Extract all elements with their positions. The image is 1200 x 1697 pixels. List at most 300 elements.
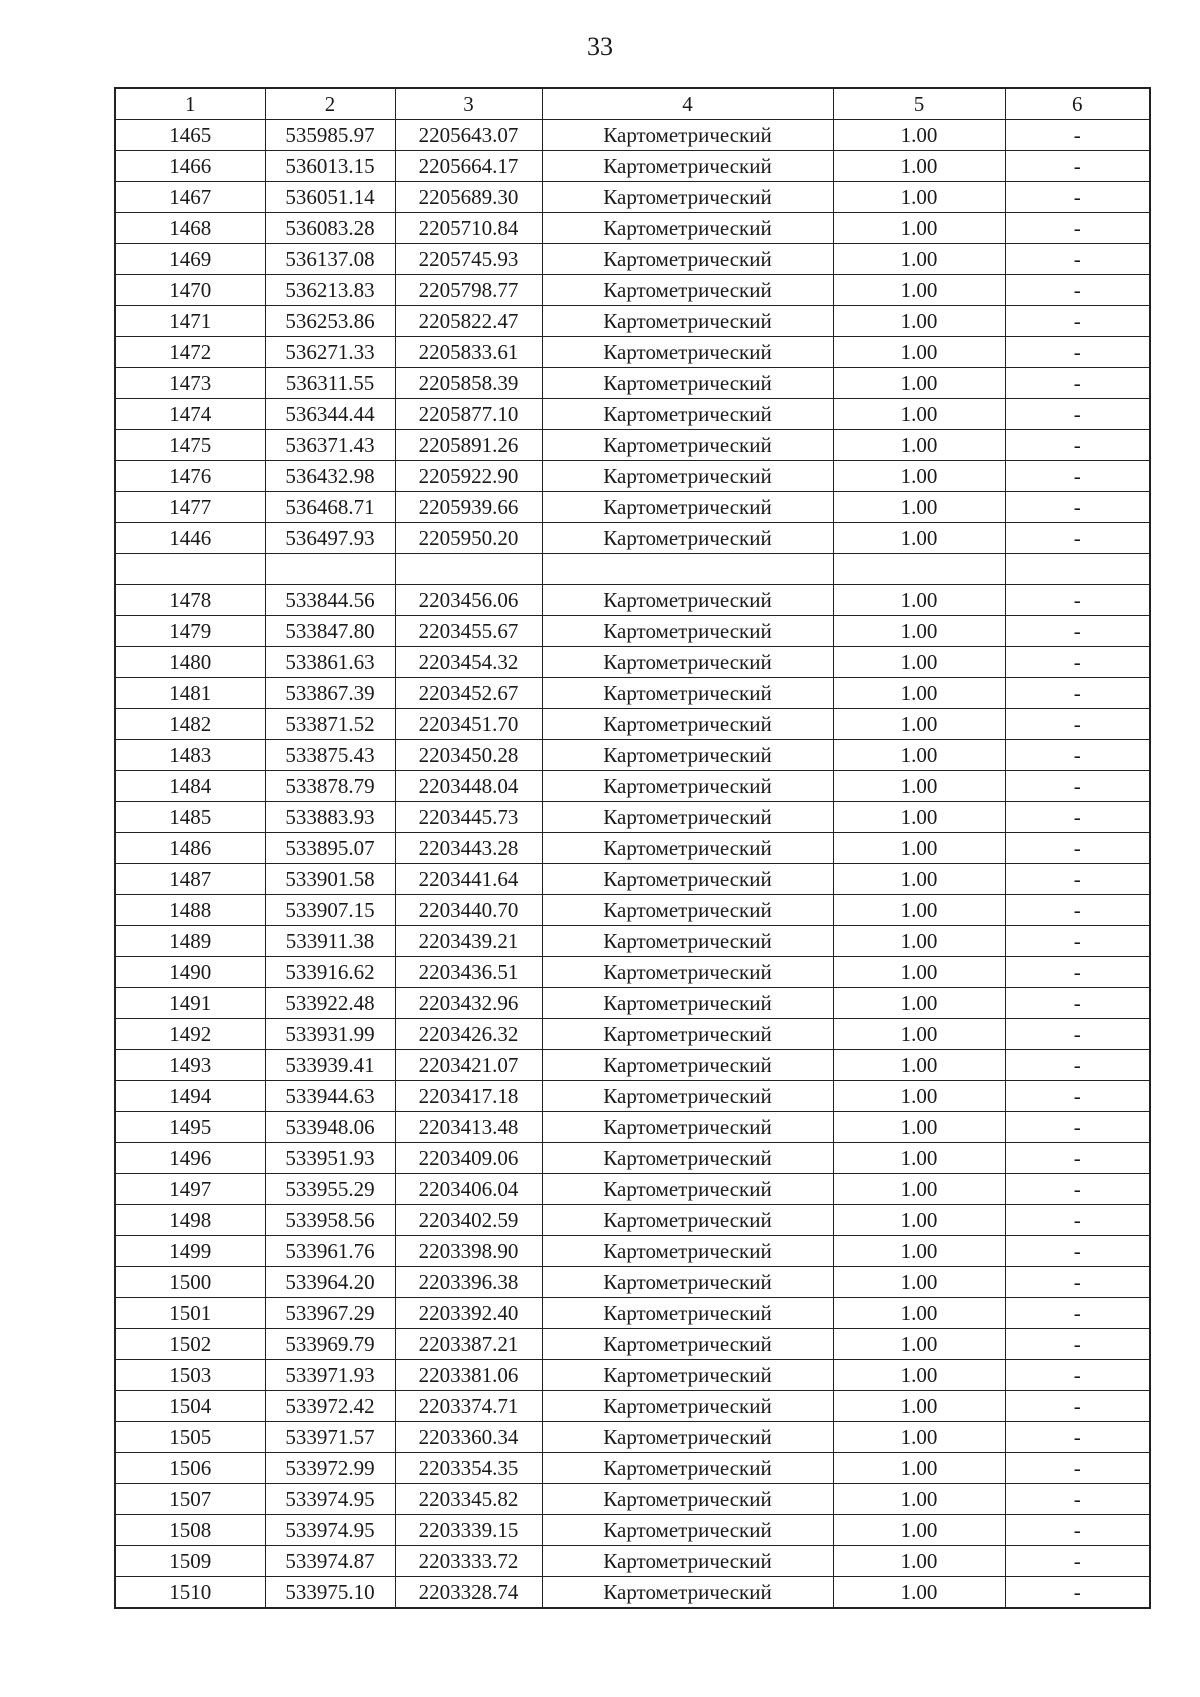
table-row <box>115 864 1150 895</box>
table-row <box>115 1298 1150 1329</box>
point-number-cell: 1484 <box>115 771 265 802</box>
point-number-cell: 1468 <box>115 213 265 244</box>
x-coordinate-cell: 536344.44 <box>265 399 395 430</box>
x-coordinate-cell: 533907.15 <box>265 895 395 926</box>
y-coordinate-cell: 2205950.20 <box>395 523 542 554</box>
description-cell: - <box>1005 1298 1150 1329</box>
accuracy-cell: 1.00 <box>833 1267 1005 1298</box>
y-coordinate-cell: 2203440.70 <box>395 895 542 926</box>
description-cell: - <box>1005 213 1150 244</box>
method-cell: Картометрический <box>542 399 833 430</box>
method-cell: Картометрический <box>542 430 833 461</box>
point-number-cell: 1488 <box>115 895 265 926</box>
method-cell: Картометрический <box>542 1484 833 1515</box>
accuracy-cell: 1.00 <box>833 1577 1005 1609</box>
accuracy-cell: 1.00 <box>833 1298 1005 1329</box>
y-coordinate-cell: 2205858.39 <box>395 368 542 399</box>
point-number-cell: 1469 <box>115 244 265 275</box>
accuracy-cell: 1.00 <box>833 151 1005 182</box>
accuracy-cell: 1.00 <box>833 492 1005 523</box>
method-cell: Картометрический <box>542 957 833 988</box>
y-coordinate-cell: 2203441.64 <box>395 864 542 895</box>
table-row <box>115 120 1150 151</box>
description-cell: - <box>1005 1267 1150 1298</box>
table-row <box>115 709 1150 740</box>
method-cell: Картометрический <box>542 926 833 957</box>
table-row <box>115 399 1150 430</box>
x-coordinate-cell: 533964.20 <box>265 1267 395 1298</box>
x-coordinate-cell: 533971.57 <box>265 1422 395 1453</box>
method-cell: Картометрический <box>542 368 833 399</box>
y-coordinate-cell: 2203451.70 <box>395 709 542 740</box>
description-cell: - <box>1005 1422 1150 1453</box>
header-cell-5: 5 <box>833 88 1005 120</box>
accuracy-cell: 1.00 <box>833 833 1005 864</box>
point-number-cell: 1467 <box>115 182 265 213</box>
accuracy-cell: 1.00 <box>833 1143 1005 1174</box>
x-coordinate-cell: 536013.15 <box>265 151 395 182</box>
y-coordinate-cell: 2203421.07 <box>395 1050 542 1081</box>
point-number-cell: 1475 <box>115 430 265 461</box>
table-row <box>115 492 1150 523</box>
point-number-cell: 1500 <box>115 1267 265 1298</box>
accuracy-cell: 1.00 <box>833 337 1005 368</box>
x-coordinate-cell: 536253.86 <box>265 306 395 337</box>
point-number-cell: 1510 <box>115 1577 265 1609</box>
method-cell: Картометрический <box>542 151 833 182</box>
point-number-cell: 1509 <box>115 1546 265 1577</box>
accuracy-cell: 1.00 <box>833 1360 1005 1391</box>
method-cell: Картометрический <box>542 1298 833 1329</box>
x-coordinate-cell: 536468.71 <box>265 492 395 523</box>
table-row <box>115 430 1150 461</box>
description-cell: - <box>1005 585 1150 616</box>
table-row <box>115 275 1150 306</box>
table-row <box>115 1267 1150 1298</box>
y-coordinate-cell: 2205643.07 <box>395 120 542 151</box>
point-number-cell: 1490 <box>115 957 265 988</box>
method-cell: Картометрический <box>542 1143 833 1174</box>
y-coordinate-cell: 2203439.21 <box>395 926 542 957</box>
x-coordinate-cell: 536083.28 <box>265 213 395 244</box>
description-cell: - <box>1005 926 1150 957</box>
description-cell: - <box>1005 895 1150 926</box>
accuracy-cell: 1.00 <box>833 647 1005 678</box>
point-number-cell: 1501 <box>115 1298 265 1329</box>
point-number-cell: 1507 <box>115 1484 265 1515</box>
point-number-cell: 1446 <box>115 523 265 554</box>
x-coordinate-cell: 536497.93 <box>265 523 395 554</box>
point-number-cell: 1489 <box>115 926 265 957</box>
point-number-cell <box>115 554 265 585</box>
description-cell: - <box>1005 120 1150 151</box>
accuracy-cell <box>833 554 1005 585</box>
table-row <box>115 213 1150 244</box>
y-coordinate-cell: 2205710.84 <box>395 213 542 244</box>
description-cell: - <box>1005 1577 1150 1609</box>
x-coordinate-cell: 533847.80 <box>265 616 395 647</box>
description-cell: - <box>1005 368 1150 399</box>
y-coordinate-cell: 2203406.04 <box>395 1174 542 1205</box>
method-cell: Картометрический <box>542 213 833 244</box>
point-number-cell: 1487 <box>115 864 265 895</box>
point-number-cell: 1479 <box>115 616 265 647</box>
y-coordinate-cell: 2203417.18 <box>395 1081 542 1112</box>
x-coordinate-cell: 536311.55 <box>265 368 395 399</box>
y-coordinate-cell: 2205939.66 <box>395 492 542 523</box>
description-cell: - <box>1005 678 1150 709</box>
point-number-cell: 1478 <box>115 585 265 616</box>
accuracy-cell: 1.00 <box>833 1236 1005 1267</box>
accuracy-cell: 1.00 <box>833 895 1005 926</box>
description-cell: - <box>1005 1081 1150 1112</box>
method-cell: Картометрический <box>542 306 833 337</box>
y-coordinate-cell: 2205664.17 <box>395 151 542 182</box>
point-number-cell: 1491 <box>115 988 265 1019</box>
method-cell <box>542 554 833 585</box>
point-number-cell: 1495 <box>115 1112 265 1143</box>
accuracy-cell: 1.00 <box>833 926 1005 957</box>
header-cell-2: 2 <box>265 88 395 120</box>
x-coordinate-cell: 533895.07 <box>265 833 395 864</box>
accuracy-cell: 1.00 <box>833 399 1005 430</box>
method-cell: Картометрический <box>542 895 833 926</box>
table-header <box>115 88 1150 120</box>
header-cell-6: 6 <box>1005 88 1150 120</box>
table-row <box>115 1422 1150 1453</box>
table-row <box>115 585 1150 616</box>
method-cell: Картометрический <box>542 523 833 554</box>
method-cell: Картометрический <box>542 120 833 151</box>
accuracy-cell: 1.00 <box>833 213 1005 244</box>
method-cell: Картометрический <box>542 1205 833 1236</box>
table-row <box>115 895 1150 926</box>
table-row <box>115 647 1150 678</box>
point-number-cell: 1503 <box>115 1360 265 1391</box>
y-coordinate-cell: 2203413.48 <box>395 1112 542 1143</box>
point-number-cell: 1505 <box>115 1422 265 1453</box>
table-row <box>115 1112 1150 1143</box>
table-row <box>115 337 1150 368</box>
method-cell: Картометрический <box>542 678 833 709</box>
method-cell: Картометрический <box>542 244 833 275</box>
x-coordinate-cell: 533871.52 <box>265 709 395 740</box>
description-cell: - <box>1005 461 1150 492</box>
y-coordinate-cell: 2203392.40 <box>395 1298 542 1329</box>
table-row <box>115 151 1150 182</box>
method-cell: Картометрический <box>542 1081 833 1112</box>
accuracy-cell: 1.00 <box>833 1112 1005 1143</box>
point-number-cell: 1496 <box>115 1143 265 1174</box>
header-cell-1: 1 <box>115 88 265 120</box>
description-cell: - <box>1005 1546 1150 1577</box>
method-cell: Картометрический <box>542 1391 833 1422</box>
x-coordinate-cell: 533867.39 <box>265 678 395 709</box>
y-coordinate-cell: 2203381.06 <box>395 1360 542 1391</box>
description-cell: - <box>1005 1174 1150 1205</box>
table-body <box>115 120 1150 1609</box>
point-number-cell: 1483 <box>115 740 265 771</box>
y-coordinate-cell: 2203398.90 <box>395 1236 542 1267</box>
y-coordinate-cell: 2203387.21 <box>395 1329 542 1360</box>
description-cell: - <box>1005 151 1150 182</box>
x-coordinate-cell: 533878.79 <box>265 771 395 802</box>
point-number-cell: 1465 <box>115 120 265 151</box>
description-cell: - <box>1005 833 1150 864</box>
x-coordinate-cell: 533974.95 <box>265 1515 395 1546</box>
description-cell: - <box>1005 1360 1150 1391</box>
y-coordinate-cell: 2203328.74 <box>395 1577 542 1609</box>
y-coordinate-cell: 2205689.30 <box>395 182 542 213</box>
point-number-cell: 1502 <box>115 1329 265 1360</box>
x-coordinate-cell: 533944.63 <box>265 1081 395 1112</box>
description-cell: - <box>1005 337 1150 368</box>
y-coordinate-cell: 2203452.67 <box>395 678 542 709</box>
x-coordinate-cell: 533958.56 <box>265 1205 395 1236</box>
y-coordinate-cell: 2203443.28 <box>395 833 542 864</box>
description-cell: - <box>1005 492 1150 523</box>
point-number-cell: 1485 <box>115 802 265 833</box>
description-cell: - <box>1005 430 1150 461</box>
description-cell: - <box>1005 244 1150 275</box>
accuracy-cell: 1.00 <box>833 957 1005 988</box>
point-number-cell: 1504 <box>115 1391 265 1422</box>
y-coordinate-cell: 2203339.15 <box>395 1515 542 1546</box>
table-row <box>115 1546 1150 1577</box>
method-cell: Картометрический <box>542 1515 833 1546</box>
accuracy-cell: 1.00 <box>833 864 1005 895</box>
method-cell: Картометрический <box>542 740 833 771</box>
table-row <box>115 1174 1150 1205</box>
description-cell: - <box>1005 864 1150 895</box>
y-coordinate-cell: 2203409.06 <box>395 1143 542 1174</box>
point-number-cell: 1472 <box>115 337 265 368</box>
table-row <box>115 1577 1150 1609</box>
description-cell: - <box>1005 771 1150 802</box>
x-coordinate-cell: 533948.06 <box>265 1112 395 1143</box>
method-cell: Картометрический <box>542 1019 833 1050</box>
x-coordinate-cell: 533972.99 <box>265 1453 395 1484</box>
table-row <box>115 1019 1150 1050</box>
method-cell: Картометрический <box>542 1577 833 1609</box>
method-cell: Картометрический <box>542 585 833 616</box>
x-coordinate-cell: 533939.41 <box>265 1050 395 1081</box>
method-cell: Картометрический <box>542 492 833 523</box>
description-cell: - <box>1005 1453 1150 1484</box>
accuracy-cell: 1.00 <box>833 1050 1005 1081</box>
point-number-cell: 1508 <box>115 1515 265 1546</box>
method-cell: Картометрический <box>542 1329 833 1360</box>
y-coordinate-cell: 2203402.59 <box>395 1205 542 1236</box>
y-coordinate-cell: 2203345.82 <box>395 1484 542 1515</box>
accuracy-cell: 1.00 <box>833 771 1005 802</box>
description-cell: - <box>1005 1143 1150 1174</box>
table-row <box>115 1515 1150 1546</box>
method-cell: Картометрический <box>542 1267 833 1298</box>
method-cell: Картометрический <box>542 182 833 213</box>
x-coordinate-cell: 533951.93 <box>265 1143 395 1174</box>
x-coordinate-cell: 536432.98 <box>265 461 395 492</box>
accuracy-cell: 1.00 <box>833 182 1005 213</box>
table-row <box>115 182 1150 213</box>
table-row <box>115 957 1150 988</box>
description-cell: - <box>1005 616 1150 647</box>
header-row <box>115 88 1150 120</box>
accuracy-cell: 1.00 <box>833 1205 1005 1236</box>
y-coordinate-cell <box>395 554 542 585</box>
method-cell: Картометрический <box>542 988 833 1019</box>
x-coordinate-cell: 536051.14 <box>265 182 395 213</box>
coordinates-table <box>114 87 1151 1609</box>
table-row <box>115 244 1150 275</box>
description-cell: - <box>1005 306 1150 337</box>
point-number-cell: 1498 <box>115 1205 265 1236</box>
description-cell: - <box>1005 182 1150 213</box>
y-coordinate-cell: 2203360.34 <box>395 1422 542 1453</box>
method-cell: Картометрический <box>542 833 833 864</box>
table-row <box>115 368 1150 399</box>
header-cell-4: 4 <box>542 88 833 120</box>
description-cell: - <box>1005 647 1150 678</box>
accuracy-cell: 1.00 <box>833 275 1005 306</box>
accuracy-cell: 1.00 <box>833 523 1005 554</box>
y-coordinate-cell: 2205833.61 <box>395 337 542 368</box>
method-cell: Картометрический <box>542 647 833 678</box>
accuracy-cell: 1.00 <box>833 988 1005 1019</box>
description-cell: - <box>1005 275 1150 306</box>
accuracy-cell: 1.00 <box>833 709 1005 740</box>
table-row <box>115 1329 1150 1360</box>
method-cell: Картометрический <box>542 275 833 306</box>
y-coordinate-cell: 2203354.35 <box>395 1453 542 1484</box>
y-coordinate-cell: 2203450.28 <box>395 740 542 771</box>
table-row <box>115 1453 1150 1484</box>
x-coordinate-cell: 533975.10 <box>265 1577 395 1609</box>
method-cell: Картометрический <box>542 1112 833 1143</box>
table-row <box>115 1205 1150 1236</box>
point-number-cell: 1474 <box>115 399 265 430</box>
accuracy-cell: 1.00 <box>833 430 1005 461</box>
table-row <box>115 926 1150 957</box>
x-coordinate-cell: 533916.62 <box>265 957 395 988</box>
description-cell: - <box>1005 523 1150 554</box>
x-coordinate-cell: 535985.97 <box>265 120 395 151</box>
method-cell: Картометрический <box>542 709 833 740</box>
accuracy-cell: 1.00 <box>833 740 1005 771</box>
accuracy-cell: 1.00 <box>833 244 1005 275</box>
point-number-cell: 1493 <box>115 1050 265 1081</box>
description-cell: - <box>1005 1019 1150 1050</box>
description-cell: - <box>1005 709 1150 740</box>
method-cell: Картометрический <box>542 771 833 802</box>
method-cell: Картометрический <box>542 1174 833 1205</box>
point-number-cell: 1486 <box>115 833 265 864</box>
y-coordinate-cell: 2205891.26 <box>395 430 542 461</box>
point-number-cell: 1497 <box>115 1174 265 1205</box>
x-coordinate-cell: 533901.58 <box>265 864 395 895</box>
x-coordinate-cell: 533967.29 <box>265 1298 395 1329</box>
description-cell: - <box>1005 1515 1150 1546</box>
table-row <box>115 1081 1150 1112</box>
accuracy-cell: 1.00 <box>833 1329 1005 1360</box>
y-coordinate-cell: 2205822.47 <box>395 306 542 337</box>
table-row <box>115 306 1150 337</box>
description-cell: - <box>1005 1391 1150 1422</box>
y-coordinate-cell: 2203396.38 <box>395 1267 542 1298</box>
method-cell: Картометрический <box>542 337 833 368</box>
x-coordinate-cell: 533955.29 <box>265 1174 395 1205</box>
table-row <box>115 833 1150 864</box>
x-coordinate-cell: 536271.33 <box>265 337 395 368</box>
description-cell: - <box>1005 802 1150 833</box>
accuracy-cell: 1.00 <box>833 1546 1005 1577</box>
x-coordinate-cell: 533844.56 <box>265 585 395 616</box>
method-cell: Картометрический <box>542 1453 833 1484</box>
accuracy-cell: 1.00 <box>833 1484 1005 1515</box>
method-cell: Картометрический <box>542 1360 833 1391</box>
description-cell: - <box>1005 1484 1150 1515</box>
y-coordinate-cell: 2203454.32 <box>395 647 542 678</box>
point-number-cell: 1494 <box>115 1081 265 1112</box>
point-number-cell: 1470 <box>115 275 265 306</box>
point-number-cell: 1506 <box>115 1453 265 1484</box>
description-cell: - <box>1005 1236 1150 1267</box>
description-cell: - <box>1005 1050 1150 1081</box>
accuracy-cell: 1.00 <box>833 1081 1005 1112</box>
accuracy-cell: 1.00 <box>833 1174 1005 1205</box>
point-number-cell: 1482 <box>115 709 265 740</box>
method-cell: Картометрический <box>542 1236 833 1267</box>
table-row <box>115 616 1150 647</box>
method-cell: Картометрический <box>542 461 833 492</box>
x-coordinate-cell: 533931.99 <box>265 1019 395 1050</box>
table-row <box>115 1484 1150 1515</box>
y-coordinate-cell: 2203456.06 <box>395 585 542 616</box>
header-cell-3: 3 <box>395 88 542 120</box>
y-coordinate-cell: 2203333.72 <box>395 1546 542 1577</box>
point-number-cell: 1473 <box>115 368 265 399</box>
description-cell: - <box>1005 957 1150 988</box>
description-cell <box>1005 554 1150 585</box>
accuracy-cell: 1.00 <box>833 1515 1005 1546</box>
method-cell: Картометрический <box>542 1422 833 1453</box>
accuracy-cell: 1.00 <box>833 802 1005 833</box>
table-row <box>115 1236 1150 1267</box>
point-number-cell: 1480 <box>115 647 265 678</box>
point-number-cell: 1492 <box>115 1019 265 1050</box>
y-coordinate-cell: 2205745.93 <box>395 244 542 275</box>
description-cell: - <box>1005 1205 1150 1236</box>
method-cell: Картометрический <box>542 616 833 647</box>
x-coordinate-cell: 536213.83 <box>265 275 395 306</box>
table-row <box>115 678 1150 709</box>
x-coordinate-cell: 533969.79 <box>265 1329 395 1360</box>
y-coordinate-cell: 2203448.04 <box>395 771 542 802</box>
x-coordinate-cell: 533861.63 <box>265 647 395 678</box>
x-coordinate-cell: 533972.42 <box>265 1391 395 1422</box>
table-row <box>115 1143 1150 1174</box>
accuracy-cell: 1.00 <box>833 678 1005 709</box>
point-number-cell: 1481 <box>115 678 265 709</box>
table-row <box>115 802 1150 833</box>
point-number-cell: 1471 <box>115 306 265 337</box>
table-row <box>115 1391 1150 1422</box>
method-cell: Картометрический <box>542 1546 833 1577</box>
x-coordinate-cell: 533971.93 <box>265 1360 395 1391</box>
table-row <box>115 554 1150 585</box>
y-coordinate-cell: 2203432.96 <box>395 988 542 1019</box>
accuracy-cell: 1.00 <box>833 120 1005 151</box>
